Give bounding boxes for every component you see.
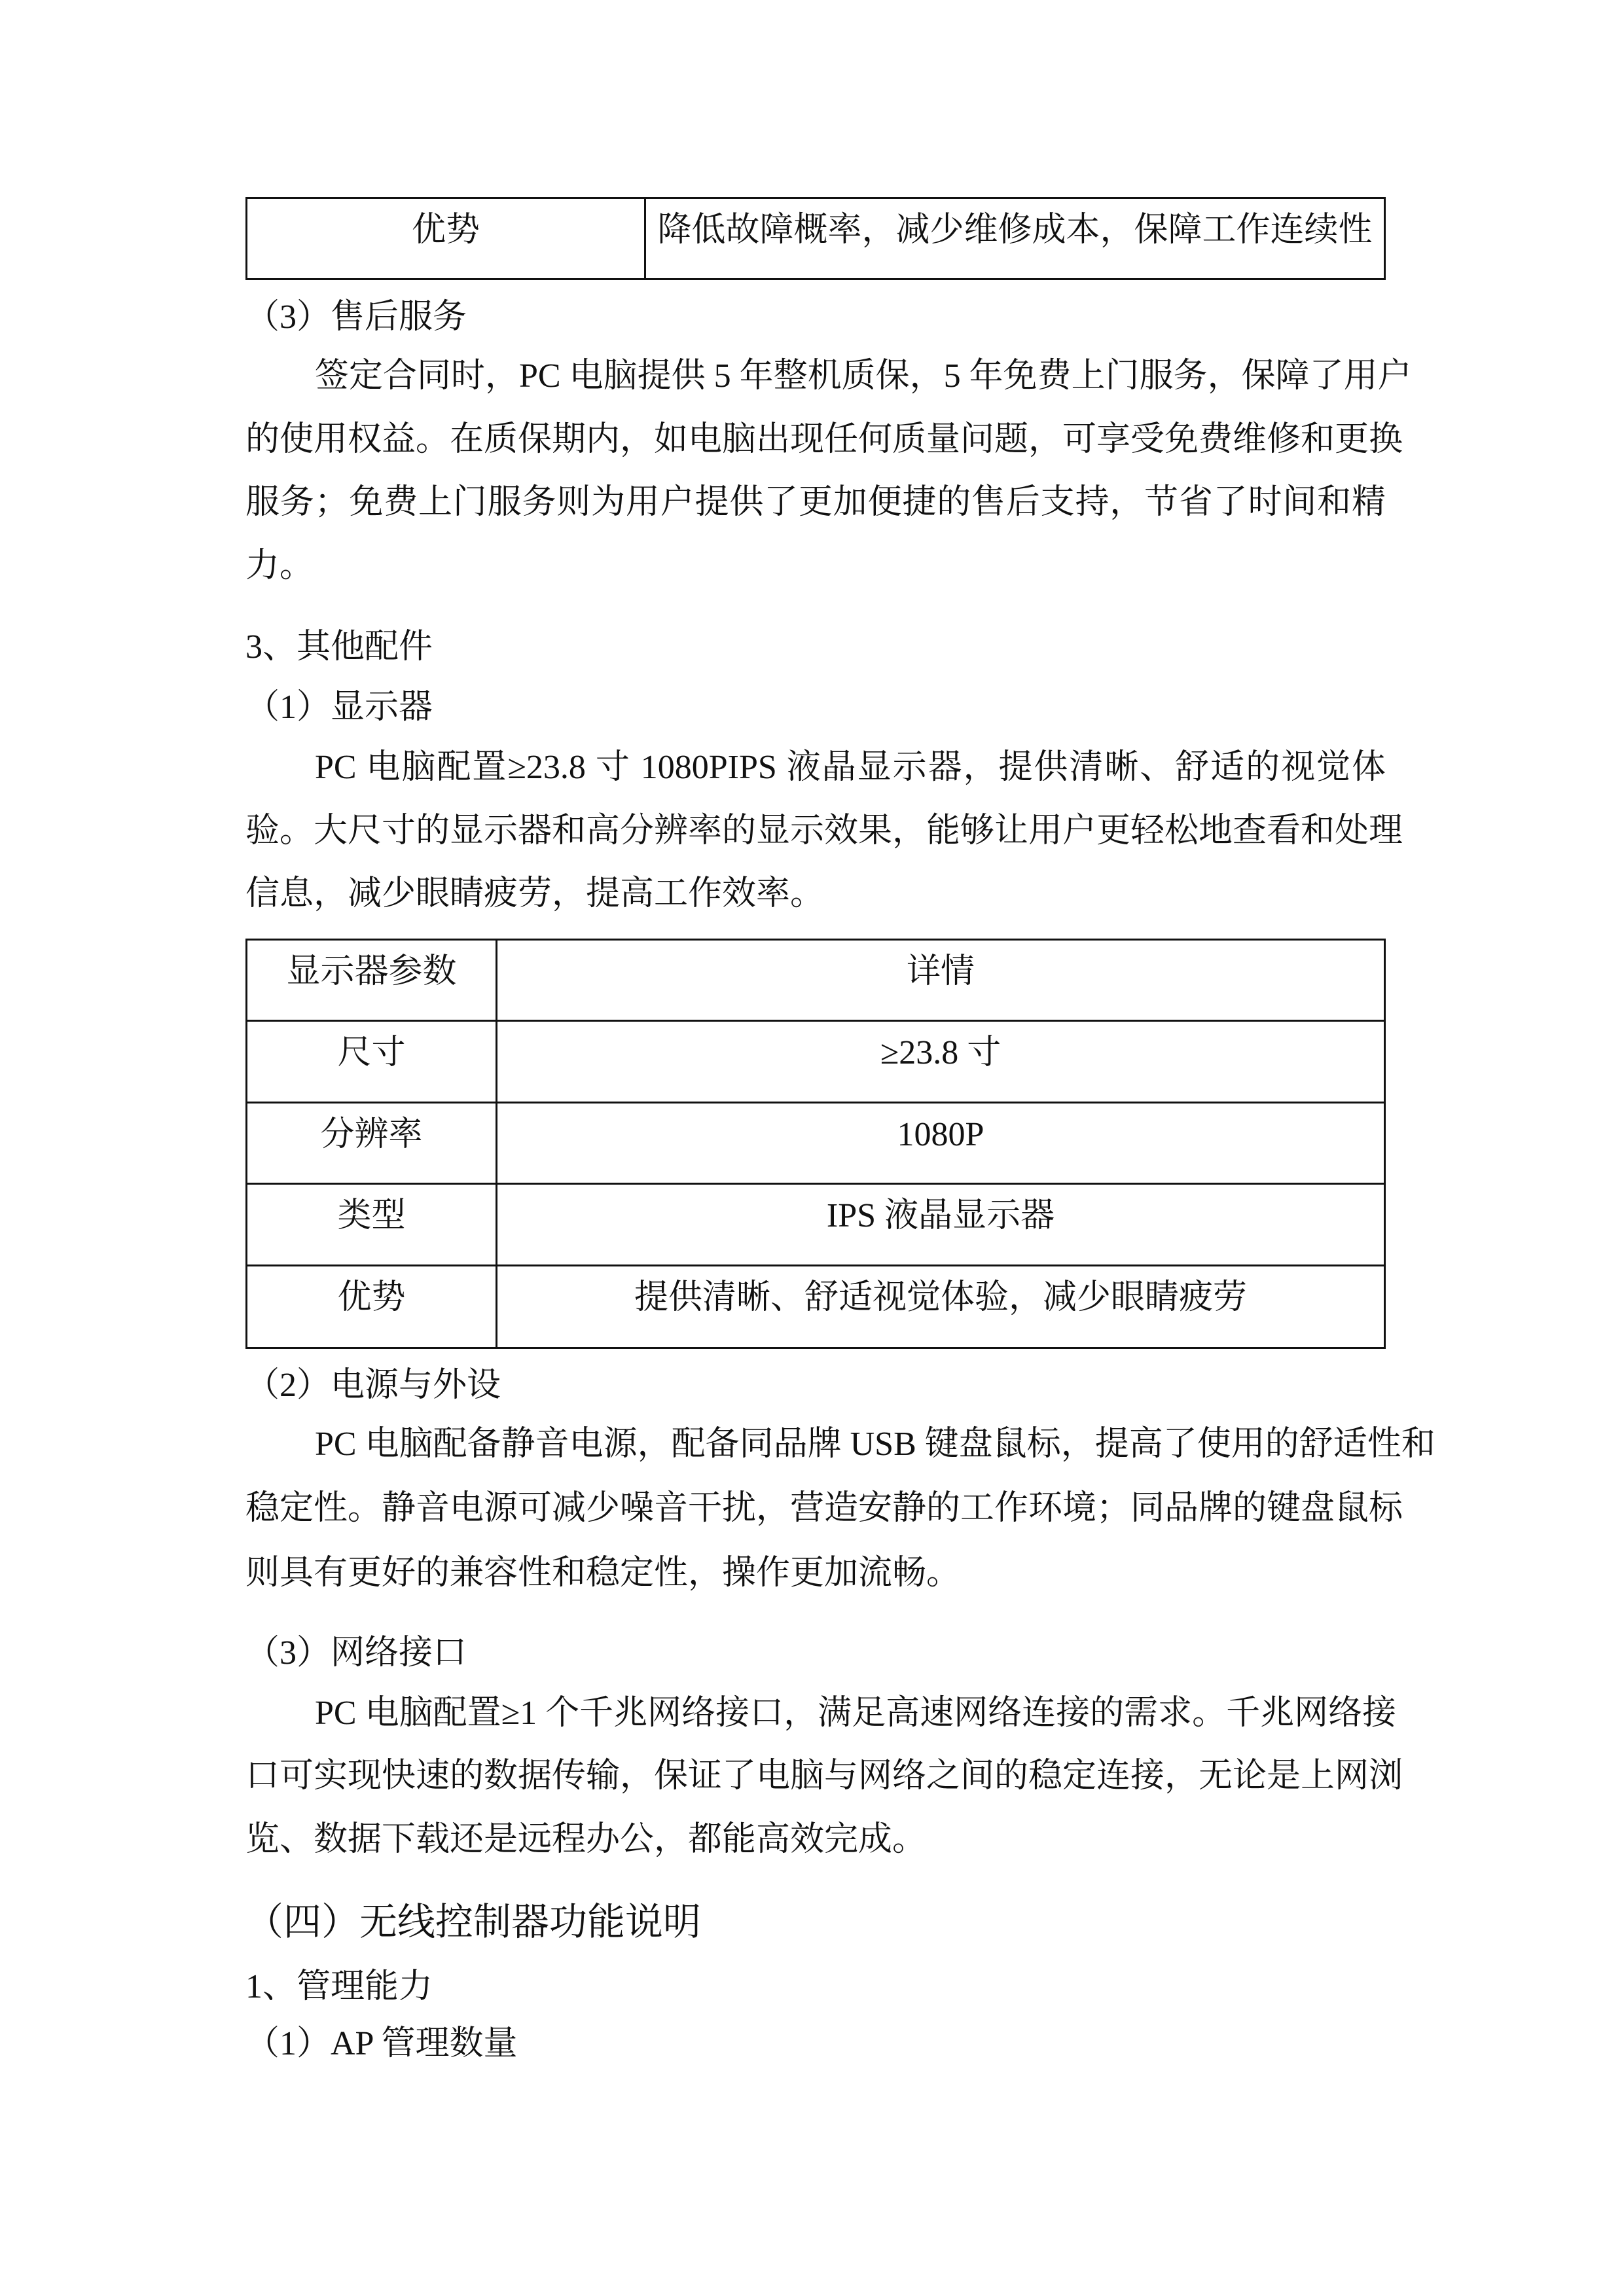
paragraph-line: 信息，减少眼睛疲劳，提高工作效率。: [245, 875, 825, 912]
row-value: 1080P: [497, 1103, 1385, 1184]
advantage-table: [245, 197, 1386, 280]
heading-after-sales: （3）售后服务: [245, 298, 467, 336]
header-cell: 详情: [497, 940, 1385, 1021]
row-label: 类型: [247, 1184, 497, 1266]
table-row: [247, 1266, 1385, 1348]
paragraph-line: 口可实现快速的数据传输，保证了电脑与网络之间的稳定连接，无论是上网浏: [245, 1757, 1403, 1795]
paragraph-line: 稳定性。静音电源可减少噪音干扰，营造安静的工作环境；同品牌的键盘鼠标: [245, 1490, 1403, 1527]
paragraph-line: 力。: [245, 547, 314, 584]
row-label: 优势: [247, 198, 645, 279]
table-row: [247, 1021, 1385, 1103]
table-row: [247, 1184, 1385, 1266]
paragraph-line: 览、数据下载还是远程办公，都能高效完成。: [245, 1821, 927, 1858]
row-label: 优势: [247, 1266, 497, 1348]
paragraph-line: PC 电脑配置≥1 个千兆网络接口，满足高速网络连接的需求。千兆网络接: [315, 1695, 1397, 1732]
display-spec-table: [245, 939, 1386, 1349]
table-header-row: [247, 940, 1385, 1021]
paragraph-line: 的使用权益。在质保期内，如电脑出现任何质量问题，可享受免费维修和更换: [245, 421, 1403, 458]
row-value: ≥23.8 寸: [497, 1021, 1385, 1103]
paragraph-line: 验。大尺寸的显示器和高分辨率的显示效果，能够让用户更轻松地查看和处理: [245, 812, 1403, 850]
paragraph-line: 签定合同时，PC 电脑提供 5 年整机质保，5 年免费上门服务，保障了用户: [315, 357, 1412, 395]
paragraph-line: 则具有更好的兼容性和稳定性，操作更加流畅。: [245, 1554, 961, 1592]
paragraph-line: PC 电脑配备静音电源，配备同品牌 USB 键盘鼠标，提高了使用的舒适性和: [315, 1426, 1435, 1463]
heading-management: 1、管理能力: [245, 1968, 433, 2005]
header-cell: 显示器参数: [247, 940, 497, 1021]
heading-display: （1）显示器: [245, 689, 433, 726]
row-label: 分辨率: [247, 1103, 497, 1184]
row-value: IPS 液晶显示器: [497, 1184, 1385, 1266]
heading-ap-count: （1）AP 管理数量: [245, 2025, 518, 2062]
row-label: 尺寸: [247, 1021, 497, 1103]
row-value: 降低故障概率，减少维修成本，保障工作连续性: [645, 198, 1385, 279]
table-row: [247, 1103, 1385, 1184]
heading-section-4: （四）无线控制器功能说明: [245, 1901, 702, 1943]
heading-power: （2）电源与外设: [245, 1367, 501, 1404]
table-row: [247, 198, 1385, 279]
row-value: 提供清晰、舒适视觉体验，减少眼睛疲劳: [497, 1266, 1385, 1348]
paragraph-line: PC 电脑配置≥23.8 寸 1080PIPS 液晶显示器，提供清晰、舒适的视觉体: [315, 749, 1386, 786]
paragraph-line: 服务；免费上门服务则为用户提供了更加便捷的售后支持，节省了时间和精: [245, 484, 1386, 521]
heading-other-parts: 3、其他配件: [245, 628, 433, 666]
heading-network: （3）网络接口: [245, 1634, 467, 1672]
